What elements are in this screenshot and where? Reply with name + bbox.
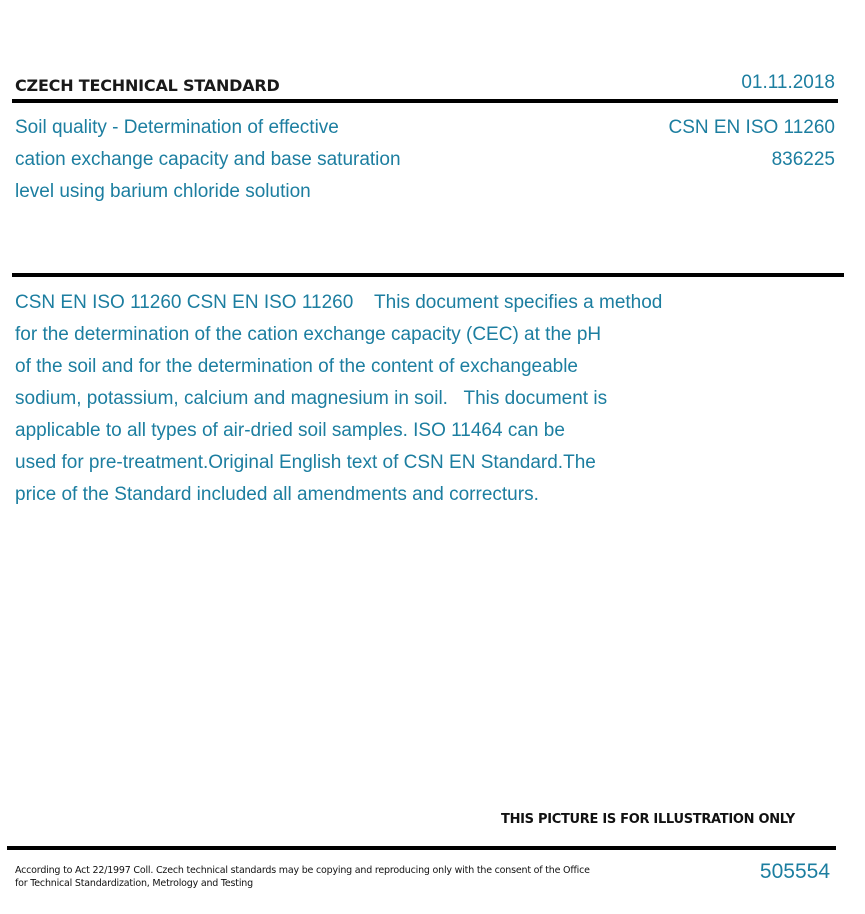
standard-description [15,287,815,511]
standard-identifiers [668,112,835,176]
standard-title-line: cation exchange capacity and base saturation [15,149,401,170]
catalog-number: 836225 [771,149,835,170]
illustration-disclaimer: THIS PICTURE IS FOR ILLUSTRATION ONLY [501,812,795,827]
description-line: price of the Standard included all amendments and correcturs. [15,484,539,505]
legal-notice-line: for Technical Standardization, Metrology and Testing [15,878,253,889]
standard-title-line: level using barium chloride solution [15,181,311,202]
legal-notice-line: According to Act 22/1997 Coll. Czech technical standards may be copying and reproducing only with the consent of the Office [15,865,590,876]
description-line: used for pre-treatment.Original English text of CSN EN Standard.The [15,452,596,473]
footer-divider [7,846,836,850]
document-code: 505554 [759,860,830,883]
description-line: applicable to all types of air-dried soil samples. ISO 11464 can be [15,420,565,441]
section-divider [12,273,844,277]
document-type-heading: CZECH TECHNICAL STANDARD [15,76,280,95]
description-line: sodium, potassium, calcium and magnesium in soil. This document is [15,388,608,409]
description-line: of the soil and for the determination of the content of exchangeable [15,356,578,377]
legal-notice [15,864,590,890]
publication-date: 01.11.2018 [741,72,835,93]
description-line: CSN EN ISO 11260 CSN EN ISO 11260 This document specifies a method [15,292,663,313]
standard-title [15,112,495,208]
description-line: for the determination of the cation exchange capacity (CEC) at the pH [15,324,602,345]
standard-title-line: Soil quality - Determination of effective [15,117,339,138]
standard-designation: CSN EN ISO 11260 [668,117,835,138]
header-divider [12,99,838,103]
